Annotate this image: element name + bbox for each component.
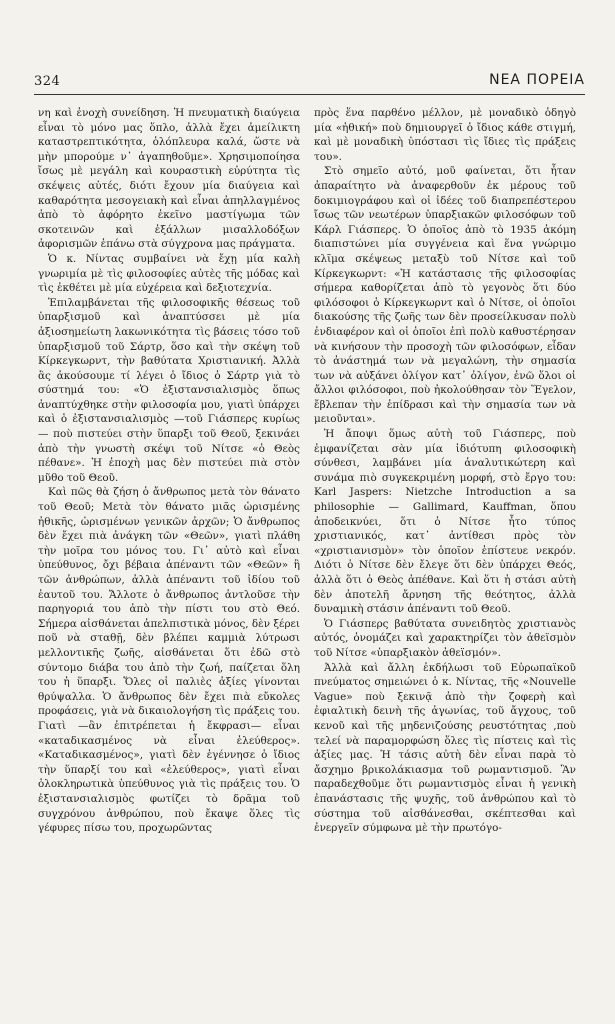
- paragraph: Ἀλλὰ καὶ ἄλλη ἐκδήλωσι τοῦ Εὐρωπαϊκοῦ πνεύματος σημειώνει ὁ κ. Νίντας, τῆς «Nouvelle Vague» ποὺ ξεκινᾷ ἀπὸ τὴν ζοφερὴ καὶ ἐφιαλτικὴ δεινὴ τῆς ἀγωνίας, τοῦ ἄγχους, τοῦ κενοῦ καὶ τῆς μηδενιζούσης ρευστότητας ,ποὺ τελεί νὰ παραμορφώση ὅλες τὶς πίστεις καὶ τὶς ἀξίες μας. Ἡ τάσις αὐτὴ δὲν εἶναι παρὰ τὸ ἄσχημο βρικολάκιασμα τοῦ ρωμαντισμοῦ. Ἂν παραδεχθοῦμε ὅτι ρωμαντισμὸς εἶναι ἡ γενικὴ ἐπανάστασις τῆς ψυχῆς, τοῦ ἀνθρώπου καὶ τὸ σύστημα τοῦ αἰσθάνεσθαι, σκέπτεσθαι καὶ ἐνεργεῖν σύμφωνα μὲ τὴν πρωτόγο-: [314, 661, 576, 835]
- paragraph: Ὁ Γιάσπερς βαθύτατα συνειδητὸς χριστιανὸς αὐτός, ὀνομάζει καὶ χαρακτηρίζει τὸν ἀθεϊσμὸν τοῦ Νίτσε «ὑπαρξιακὸν ἀθεϊσμόν».: [314, 617, 576, 659]
- paragraph: Στὸ σημεῖο αὐτό, μοῦ φαίνεται, ὅτι ἦταν ἀπαραίτητο νὰ ἀναφερθοῦν ἐκ μέρους τοῦ δοκιμιογράφου καὶ οἱ ἰδέες τοῦ διαπρεπέστερου ἴσως τῶν νεωτέρων ὑπαρξιακῶν φιλοσόφων τοῦ Κάρλ Γιάσπερς. Ὁ ὁποῖος ἀπὸ τὸ 1935 ἀκόμη διαπιστώνει μία συγγένεια καὶ ἕνα γνώριμο κλῖμα σκέψεως μεταξὺ τοῦ Νίτσε καὶ τοῦ Κίρκεγκωρντ: «Ἡ κατάστασις τῆς φιλοσοφίας σήμερα καθορίζεται ἀπὸ τὸ γεγονὸς ὅτι δύο φιλόσοφοι ὁ Κίρκεγκωρντ καὶ ὁ Νίτσε, οἱ ὁποῖοι διακούσης τῆς ζωῆς των δὲν προσείλκυσαν πολὺ ἐνδιαφέρον καὶ οἱ ὁποῖοι ἐπὶ πολὺ καθυστέρησαν νὰ κινήσουν τὴν προσοχὴ τῶν φιλοσόφων, εἶδαν τὸ ἀνάστημά των νὰ μεγαλώνη, τὴν σημασία των νὰ αὐξάνει ὀλίγον κατ᾽ ὀλίγον, ἐνῶ ὅλοι οἱ ἄλλοι φιλόσοφοι, ποὺ ἠκολούθησαν τὸν Ἕγελον, ἔβλεπαν τὴν ἐπίδρασι καὶ τὴν σημασία των νὰ μειοῦνται».: [314, 165, 576, 426]
- page-header: [34, 72, 585, 95]
- paragraph: Ἡ ἄποψι ὅμως αὐτὴ τοῦ Γιάσπερς, ποὺ ἐμφανίζεται σὰν μία ἰδιότυπη φιλοσοφικὴ σύνθεσι, λαμβάνει μία ἀναλυτικώτερη καὶ συνάμα πιὸ συγκεκριμένη μορφή, στὸ ἔργο του: Karl Jaspers: Nietzche Introduction a sa philosophie — Gallimard, Kauffman, ὅπου ἀποδεικνύει, ὅτι ὁ Νίτσε ἦτο τύπος χριστιανικός, κατ᾽ ἀντίθεσι πρὸς τὸν «χριστιανισμὸν» τὸν ὁποῖον ἐπίστευε νεκρόν. Διότι ὁ Νίτσε δὲν ἔλεγε ὅτι δὲν ὑπάρχει Θεός, ἀλλὰ ὅτι ὁ Θεὸς ἀπέθανε. Καὶ ὅτι ἡ στάσι αὐτὴ δὲν ἀποτελῆ ἄρνηση τῆς θεότητος, ἀλλὰ δυναμικὴ στάσιν ἀπέναντι τοῦ Θεοῦ.: [314, 428, 576, 616]
- paragraph: Ἐπιλαμβάνεται τῆς φιλοσοφικῆς θέσεως τοῦ ὑπαρξισμοῦ καὶ ἀναπτύσσει μὲ μία ἀξιοσημείωτη λακωνικότητα τὶς βάσεις τόσο τοῦ ὑπαρξισμοῦ τοῦ Σάρτρ, ὅσο καὶ τὴν σκέψη τοῦ Κίρκεγκωρντ, τὴν βαθύτατα Χριστιανική. Ἀλλὰ ἂς ἀκούσουμε τί λέγει ὁ ἴδιος ὁ Σάρτρ γιὰ τὸ σύστημά του: «Ὁ ἐξιστανσιαλισμὸς ὅπως ἀναπτύχθηκε στὴν φιλοσοφία μου, γιατὶ ὑπάρχει καὶ ὁ ἐξιστανσιαλισμὸς —τοῦ Γιάσπερς κυρίως— ποὺ πιστεύει στὴν ὕπαρξι τοῦ Θεοῦ, ξεκινάει ἀπὸ τὴν γνωστὴ σκέψι τοῦ Νίτσε «ὁ Θεὸς πέθανε». Ἡ ἐποχὴ μας δὲν πιστεύει πιὰ στὸν μῦθο τοῦ Θεοῦ.: [38, 296, 300, 484]
- paragraph: νη καὶ ἐνοχὴ συνείδηση. Ἡ πνευματικὴ διαύγεια εἶναι τὸ μόνο μας ὅπλο, ἀλλὰ ἔχει ἀμείλικτη καταστρεπτικότητα, ὁλόπλευρα καλά, ὥστε νὰ μὴν μπορούμε ν᾽ ἀγαπηθοῦμε». Χρησιμοποίησα ἴσως μὲ μεγάλη καὶ κουραστικὴ εὐρύτητα τὶς σκέψεις αὐτές, διότι ἔχουν μία διαύγεια καὶ καθαρότητα μεσογειακὴ καὶ εἶναι ἀπηλλαγμένος ἀπὸ τὸ ἀφόρητο ἐκεῖνο μαστίγωμα τῶν σκοτεινῶν καὶ ἐξάλλων μισαλλοδόξων ἀφορισμῶν ἐπάνω στὰ σύγχρονα μας πράγματα.: [38, 107, 300, 251]
- paragraph: Καὶ πῶς θὰ ζήση ὁ ἄνθρωπος μετὰ τὸν θάνατο τοῦ Θεοῦ; Μετὰ τὸν θάνατο μιᾶς ὡρισμένης ἠθικῆς, ὡρισμένων γενικῶν ἀρχῶν; Ὁ ἄνθρωπος δὲν ἔχει πιὰ ἀνάγκη τῶν «Θεῶν», γιατὶ πλάθη τὴν μοῖρα του μόνος του. Γι᾽ αὐτὸ καὶ εἶναι ὑπεύθυνος, ὄχι βέβαια ἀπέναντι τῶν «Θεῶν» ἢ τῶν ἀνθρώπων, ἀλλὰ ἀπέναντι τοῦ ἰδίου τοῦ ἑαυτοῦ του. Ἄλλοτε ὁ ἄνθρωπος ἀντλοῦσε τὴν παρηγοριά του ἀπὸ τὴν πίστι του στὸ Θεό. Σήμερα αἰσθάνεται ἀπελπιστικὰ μόνος, δὲν ξέρει ποῦ νὰ σταθῇ, δὲν βλέπει καμμιὰ λύτρωσι μελλοντικῆς ζωῆς, αἰσθάνεται ὅτι ἐδῶ στὸ σύντομο διάβα του ἀπὸ τὴν ζωή, παίζεται ὅλη του ἡ ὕπαρξι. Ὅλες οἱ παλιὲς ἀξίες γίνονται θρύψαλλα. Ὁ ἄνθρωπος δὲν ἔχει πιὰ εὔκολες προφάσεις, γιὰ νὰ δικαιολογήση τὶς πράξεις του. Γιατὶ —ἂν ἐπιτρέπεται ἡ ἔκφρασι— εἶναι «καταδικασμένος νὰ εἶναι ἐλεύθερος». «Καταδικασμένος», γιατὶ δὲν ἐγέννησε ὁ ἴδιος τὴν ὕπαρξί του καὶ «ἐλεύθερος», γιατὶ εἶναι ὁλοκληρωτικὰ ὑπεύθυνος γιὰ τὶς πράξεις του. Ὁ ἐξιστανσιαλισμὸς φωτίζει τὸ δρᾶμα τοῦ συγχρόνου ἀνθρώπου, ποὺ ἔκαψε ὅλες τὶς γέφυρες πίσω του, προχωρῶντας: [38, 486, 301, 835]
- paragraph: Ὁ κ. Νίντας συμβαίνει νὰ ἔχῃ μία καλὴ γνωριμία μὲ τὶς φιλοσοφίες αὐτὲς τῆς μόδας καὶ τὶς ἐκθέτει μὲ μία εὐχέρεια καὶ δεξιοτεχνία.: [38, 252, 300, 295]
- right-column: [314, 106, 576, 836]
- paragraph: πρὸς ἕνα παρθένο μέλλον, μὲ μοναδικὸ ὁδηγὸ μία «ἠθική» ποὺ δημιουργεῖ ὁ ἴδιος κάθε στιγμή, καὶ μὲ μοναδικὴ ὑπόστασι τὶς ἴδιες τὶς πράξεις του».: [314, 107, 576, 163]
- left-column: [38, 106, 300, 836]
- journal-title: ΝΕΑ ΠΟΡΕΙΑ: [489, 72, 585, 88]
- page-number: 324: [34, 74, 61, 89]
